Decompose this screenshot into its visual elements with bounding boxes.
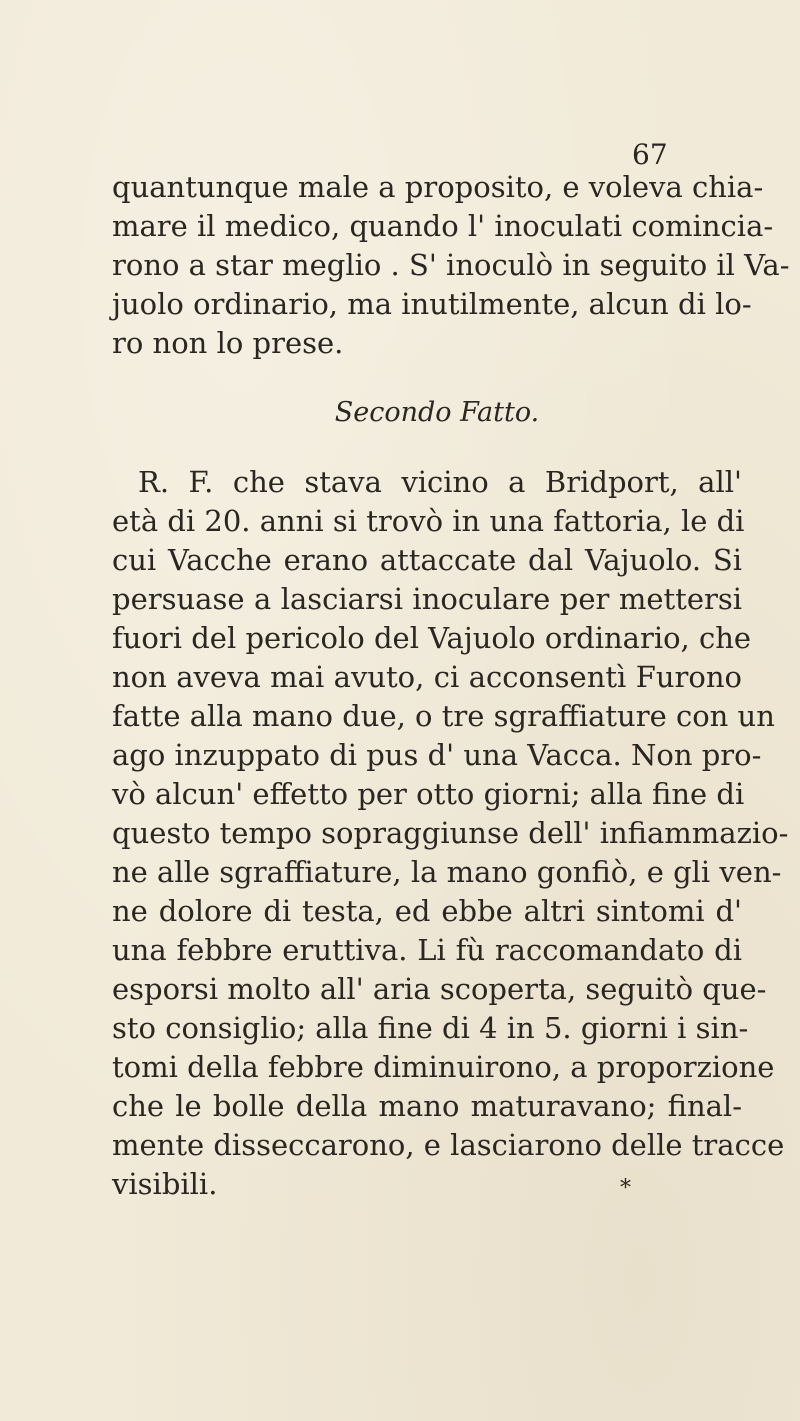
text-line: fatte alla mano due, o tre sgraffiature con un bbox=[112, 699, 775, 733]
text-line: non aveva mai avuto, ci acconsentì Furono bbox=[112, 660, 742, 694]
text-line: età di 20. anni si trovò in una fattoria, le di bbox=[112, 504, 745, 538]
text-line: R. F. che stava vicino a Bridport, all' bbox=[138, 465, 742, 499]
text-line: persuase a lasciarsi inoculare per mettersi bbox=[112, 582, 742, 616]
body-text bbox=[112, 168, 790, 1204]
paragraph-1 bbox=[112, 168, 790, 363]
catchword: * bbox=[620, 1176, 631, 1201]
text-line: ne dolore di testa, ed ebbe altri sintomi d' bbox=[112, 894, 742, 928]
text-line: rono a star meglio . S' inoculò in seguito il Va- bbox=[112, 248, 790, 282]
text-line: fuori del pericolo del Vajuolo ordinario, che bbox=[112, 621, 752, 655]
text-line: ro non lo prese. bbox=[112, 326, 344, 360]
text-line: mente disseccarono, e lasciarono delle tracce bbox=[112, 1128, 785, 1162]
text-line: vò alcun' effetto per otto giorni; alla fine di bbox=[112, 777, 745, 811]
page-number: 67 bbox=[632, 138, 668, 171]
text-line: visibili. bbox=[112, 1167, 218, 1201]
section-heading: Secondo Fatto. bbox=[334, 397, 540, 428]
text-line: esporsi molto all' aria scoperta, seguitò que- bbox=[112, 972, 767, 1006]
text-line: juolo ordinario, ma inutilmente, alcun di lo- bbox=[112, 287, 752, 321]
text-line: tomi della febbre diminuirono, a proporzione bbox=[112, 1050, 775, 1084]
paragraph-2 bbox=[112, 463, 789, 1204]
text-line: sto consiglio; alla fine di 4 in 5. giorni i sin- bbox=[112, 1011, 749, 1045]
last-line bbox=[112, 1165, 742, 1204]
text-line: che le bolle della mano maturavano; final- bbox=[112, 1089, 742, 1123]
text-line: ago inzuppato di pus d' una Vacca. Non pro- bbox=[112, 738, 762, 772]
text-line: cui Vacche erano attaccate dal Vajuolo. Si bbox=[112, 543, 742, 577]
text-line: questo tempo sopraggiunse dell' infiammazio- bbox=[112, 816, 789, 850]
text-line: mare il medico, quando l' inoculati comincia- bbox=[112, 209, 774, 243]
text-line: una febbre eruttiva. Li fù raccomandato di bbox=[112, 933, 742, 967]
text-line: ne alle sgraffiature, la mano gonfiò, e gli ven- bbox=[112, 855, 782, 889]
text-line: quantunque male a proposito, e voleva chia- bbox=[112, 170, 764, 204]
